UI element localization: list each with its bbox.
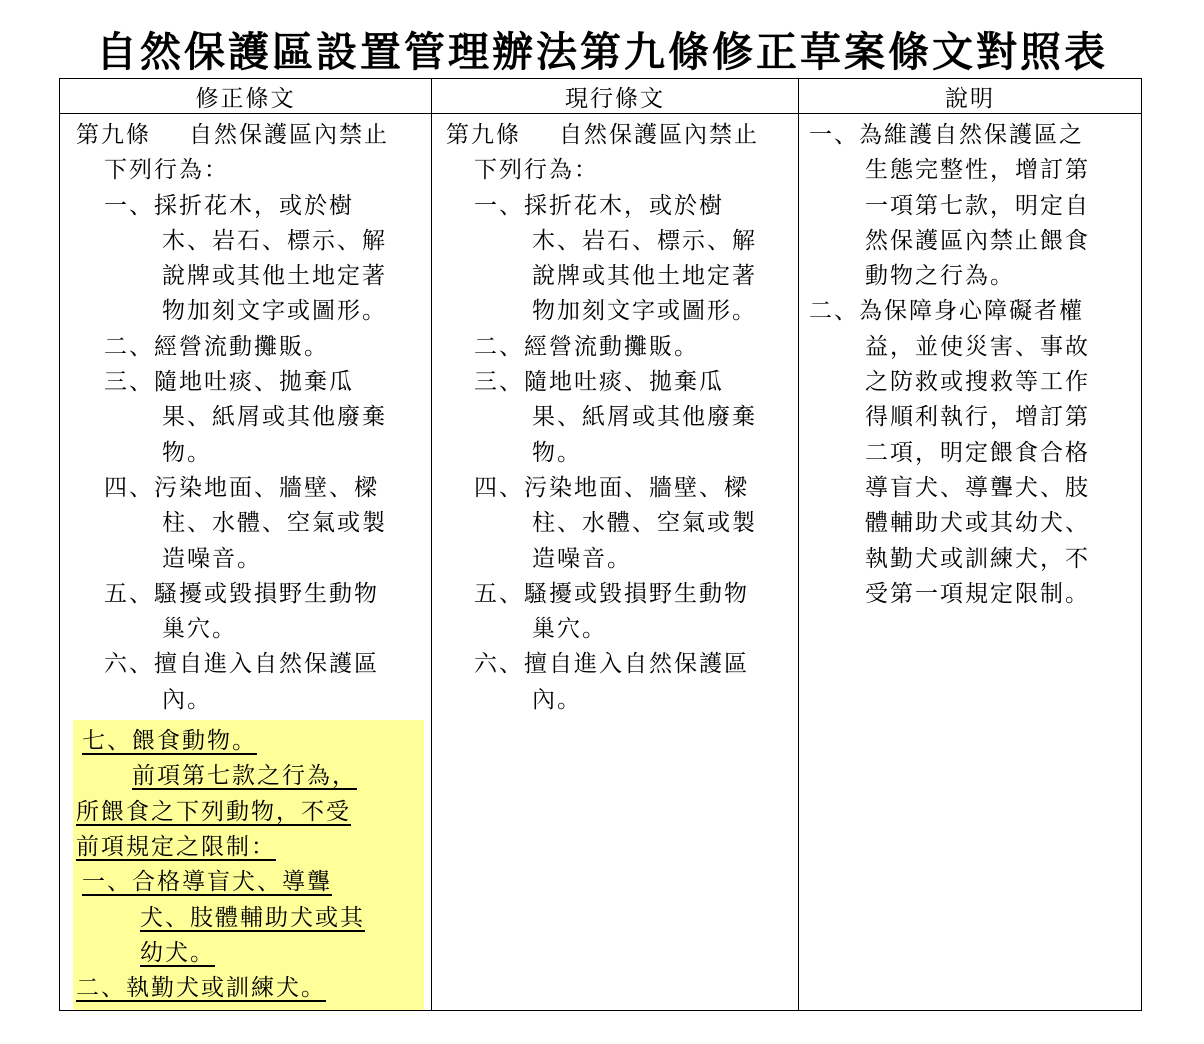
revised-line: 六、擅自進入自然保護區 xyxy=(104,651,379,678)
revised-line: 果、紙屑或其他廢棄 xyxy=(162,404,387,431)
notes-line: 生態完整性，增訂第 xyxy=(865,157,1090,184)
notes-cell xyxy=(799,114,1142,1011)
revised-added-line: 一、合格導盲犬、導聾 xyxy=(82,869,332,896)
current-line: 造噪音。 xyxy=(532,545,632,572)
revised-line: 說牌或其他土地定著 xyxy=(162,263,387,290)
current-line: 五、騷擾或毀損野生動物 xyxy=(474,580,749,607)
current-line: 物加刻文字或圖形。 xyxy=(532,298,757,325)
revised-added-line: 犬、肢體輔助犬或其 xyxy=(140,904,365,931)
header-row xyxy=(60,79,1142,114)
notes-line: 益，並使災害、事故 xyxy=(865,333,1090,360)
current-line: 一、採折花木，或於樹 xyxy=(474,192,724,219)
header-revised: 修正條文 xyxy=(60,79,432,114)
notes-line: 二項，明定餵食合格 xyxy=(865,439,1090,466)
revised-line: 內。 xyxy=(162,686,212,713)
current-article-heading xyxy=(446,118,790,153)
revised-line: 巢穴。 xyxy=(162,616,237,643)
current-line: 說牌或其他土地定著 xyxy=(532,263,757,290)
header-notes: 說明 xyxy=(799,79,1142,114)
notes-line: 一項第七款，明定自 xyxy=(865,192,1090,219)
revised-article-heading xyxy=(76,118,423,153)
notes-line: 導盲犬、導聾犬、肢 xyxy=(865,474,1090,501)
notes-text xyxy=(799,114,1141,612)
current-line: 下列行為： xyxy=(474,157,599,184)
notes-line: 受第一項規定限制。 xyxy=(865,580,1090,607)
notes-line: 一、為維護自然保護區之 xyxy=(809,122,1084,148)
current-line: 六、擅自進入自然保護區 xyxy=(474,651,749,678)
revised-line: 物。 xyxy=(162,439,212,466)
current-line: 三、隨地吐痰、拋棄瓜 xyxy=(474,369,724,396)
current-line: 四、污染地面、牆壁、樑 xyxy=(474,474,749,501)
document-title: 自然保護區設置管理辦法第九條修正草案條文對照表 xyxy=(96,28,1108,76)
current-line: 木、岩石、標示、解 xyxy=(532,227,757,254)
revised-added-text-highlight xyxy=(73,720,424,1010)
current-text xyxy=(432,114,798,718)
notes-line: 得順利執行，增訂第 xyxy=(865,404,1090,431)
current-line: 物。 xyxy=(532,439,582,466)
revised-line: 柱、水體、空氣或製 xyxy=(162,510,387,537)
body-row xyxy=(60,114,1142,1011)
revised-article-text: 自然保護區內禁止 xyxy=(189,122,389,148)
current-lines xyxy=(446,153,790,718)
notes-line: 之防救或搜救等工作 xyxy=(865,369,1090,396)
comparison-table xyxy=(59,78,1142,1011)
revised-cell xyxy=(60,114,432,1011)
revised-line: 一、採折花木，或於樹 xyxy=(104,192,354,219)
current-line: 內。 xyxy=(532,686,582,713)
current-line: 果、紙屑或其他廢棄 xyxy=(532,404,757,431)
revised-added-line: 前項第七款之行為， xyxy=(132,763,357,790)
current-line: 柱、水體、空氣或製 xyxy=(532,510,757,537)
revised-lines xyxy=(76,153,423,718)
notes-line: 體輔助犬或其幼犬、 xyxy=(865,510,1090,537)
revised-line: 木、岩石、標示、解 xyxy=(162,227,387,254)
notes-line: 然保護區內禁止餵食 xyxy=(865,227,1090,254)
revised-line: 二、經營流動攤販。 xyxy=(104,333,329,360)
header-current: 現行條文 xyxy=(432,79,799,114)
notes-line: 動物之行為。 xyxy=(865,263,1015,290)
revised-line: 三、隨地吐痰、拋棄瓜 xyxy=(104,369,354,396)
revised-added-line: 七、餵食動物。 xyxy=(82,728,257,755)
revised-line: 造噪音。 xyxy=(162,545,262,572)
current-article-number: 第九條 xyxy=(446,122,521,148)
revised-article-number: 第九條 xyxy=(76,122,151,148)
current-cell xyxy=(432,114,799,1011)
notes-line: 二、為保障身心障礙者權 xyxy=(809,298,1084,325)
revised-line: 物加刻文字或圖形。 xyxy=(162,298,387,325)
revised-line: 下列行為： xyxy=(104,157,229,184)
current-article-text: 自然保護區內禁止 xyxy=(559,122,759,148)
revised-line: 五、騷擾或毀損野生動物 xyxy=(104,580,379,607)
current-line: 二、經營流動攤販。 xyxy=(474,333,699,360)
revised-line: 四、污染地面、牆壁、樑 xyxy=(104,474,379,501)
revised-added-line: 二、執勤犬或訓練犬。 xyxy=(76,975,326,1002)
notes-lines xyxy=(809,118,1133,612)
current-line: 巢穴。 xyxy=(532,616,607,643)
notes-line: 執勤犬或訓練犬，不 xyxy=(865,545,1090,572)
revised-added-line: 所餵食之下列動物，不受 xyxy=(76,798,351,825)
revised-added-line: 前項規定之限制： xyxy=(76,833,276,860)
revised-added-line: 幼犬。 xyxy=(140,939,215,966)
revised-text xyxy=(60,114,431,1010)
